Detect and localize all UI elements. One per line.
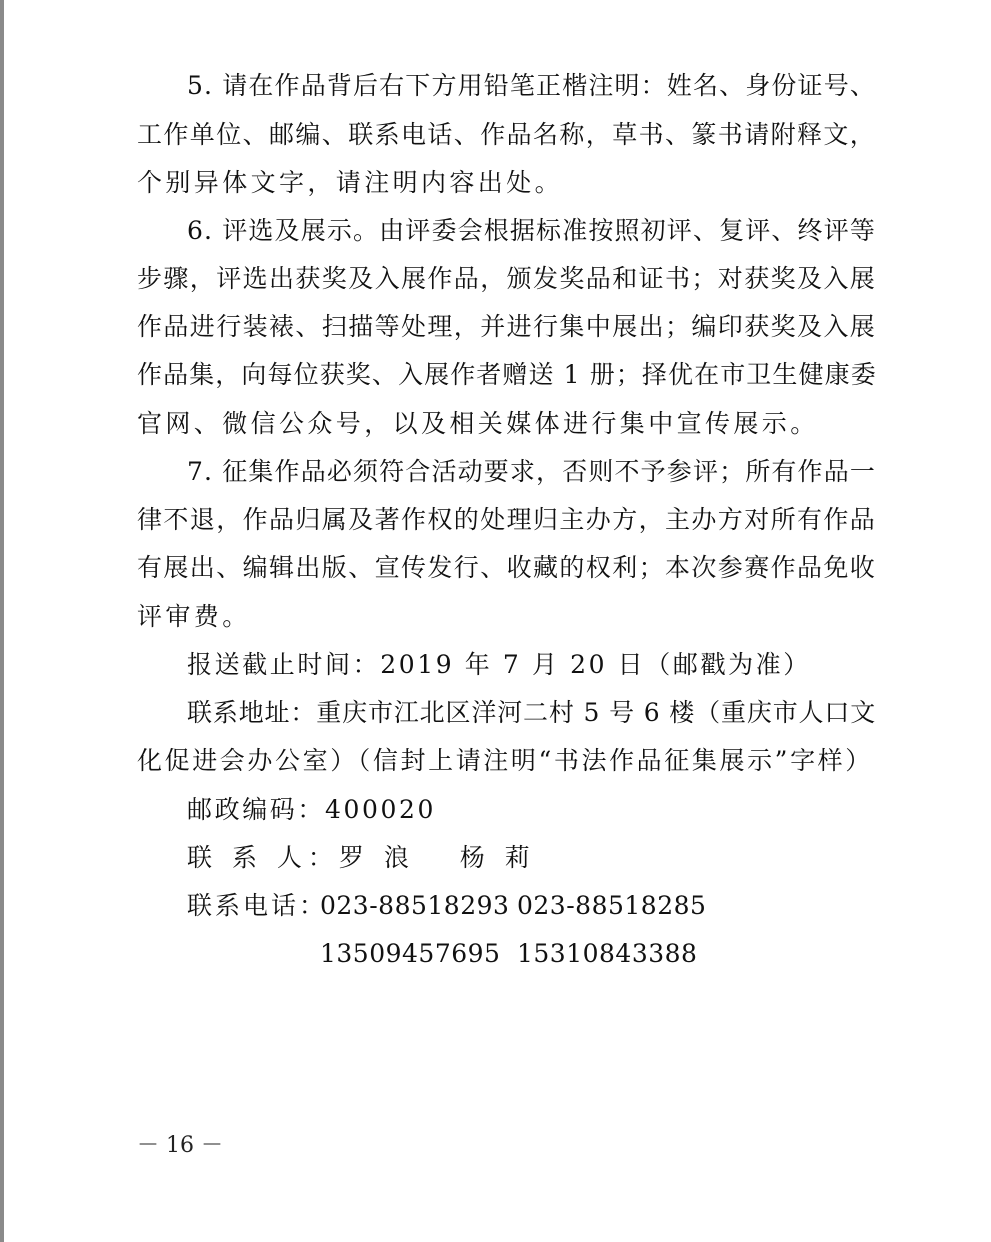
- postcode-line: 邮政编码：400020: [187, 795, 437, 824]
- address-line-2: 化促进会办公室）（信封上请注明“书法作品征集展示”字样）: [137, 746, 873, 775]
- text-line-9: 7. 征集作品必须符合活动要求，否则不予参评；所有作品一: [187, 457, 877, 486]
- phone-number-1: 023-88518293: [320, 891, 510, 920]
- address-line-1: 联系地址：重庆市江北区洋河二村 5 号 6 楼（重庆市人口文: [187, 698, 877, 727]
- text-line-1: 5. 请在作品背后右下方用铅笔正楷注明：姓名、身份证号、: [187, 71, 877, 100]
- text-line-12: 评审费。: [137, 602, 251, 631]
- text-line-4: 6. 评选及展示。由评委会根据标准按照初评、复评、终评等: [187, 216, 877, 245]
- phone-number-3: 13509457695: [320, 939, 501, 968]
- text-line-10: 律不退，作品归属及著作权的处理归主办方，主办方对所有作品: [137, 505, 877, 534]
- text-line-6: 作品进行装裱、扫描等处理，并进行集中展出；编印获奖及入展: [137, 312, 877, 341]
- text-line-3: 个别异体文字，请注明内容出处。: [137, 168, 564, 197]
- phone-number-4: 15310843388: [517, 939, 698, 968]
- phone-label: 联系电话：: [187, 891, 328, 920]
- text-line-8: 官网、微信公众号，以及相关媒体进行集中宣传展示。: [137, 409, 819, 438]
- contact-person-line: 联 系 人：罗 浪 杨 莉: [187, 843, 536, 872]
- phone-number-2: 023-88518285: [517, 891, 707, 920]
- text-line-11: 有展出、编辑出版、宣传发行、收藏的权利；本次参赛作品免收: [137, 553, 877, 582]
- deadline-line: 报送截止时间：2019 年 7 月 20 日（邮戳为准）: [187, 650, 811, 679]
- text-line-5: 步骤，评选出获奖及入展作品，颁发奖品和证书；对获奖及入展: [137, 264, 877, 293]
- page-number: － 16 －: [137, 1133, 223, 1158]
- text-line-2: 工作单位、邮编、联系电话、作品名称，草书、篆书请附释文，: [137, 120, 877, 149]
- text-line-7: 作品集，向每位获奖、入展作者赠送 1 册；择优在市卫生健康委: [137, 360, 877, 389]
